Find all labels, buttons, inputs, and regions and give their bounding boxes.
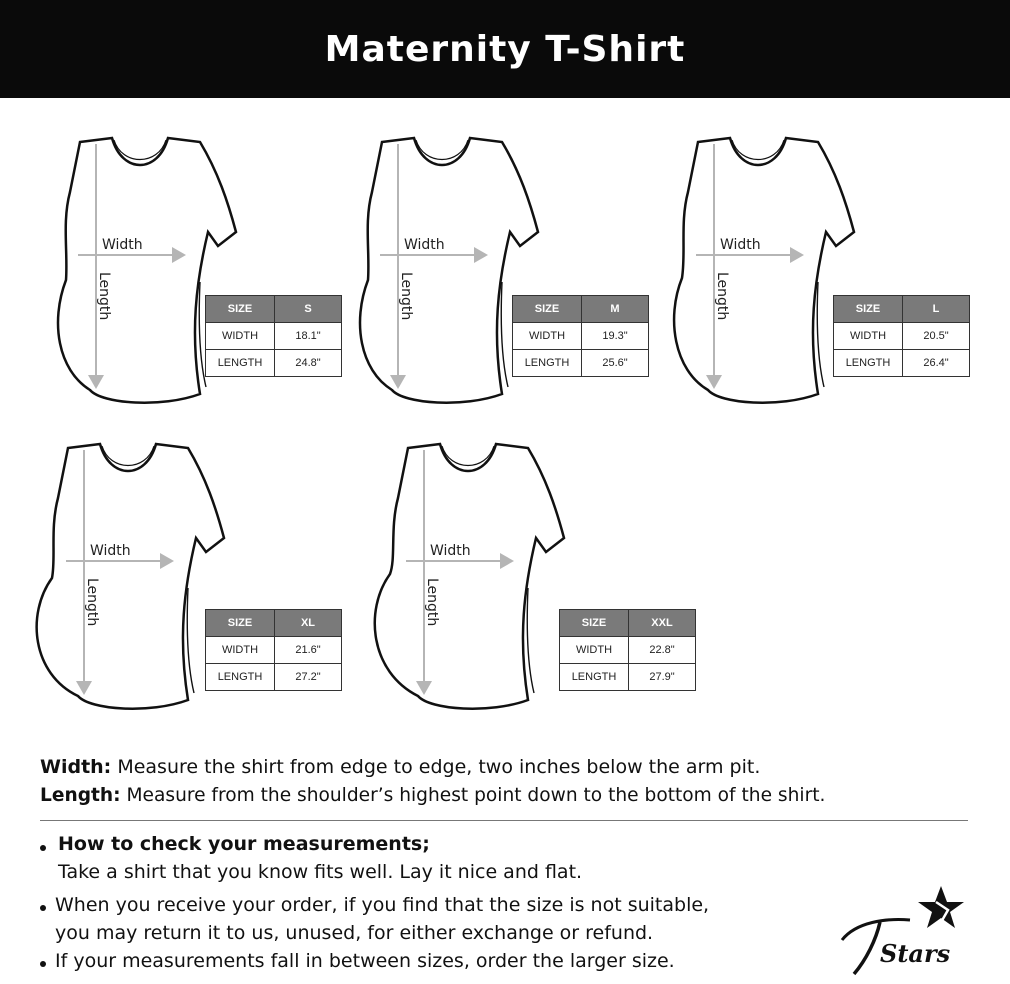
width-header: WIDTH: [206, 323, 275, 350]
length-label: Length: [714, 272, 730, 321]
svg-text:Stars: Stars: [880, 939, 951, 968]
bullet-icon: [40, 905, 46, 911]
width-header: WIDTH: [560, 637, 629, 664]
width-label: Width: [430, 543, 471, 559]
length-header: LENGTH: [206, 350, 275, 377]
length-description: Measure from the shoulder’s highest point down to the bottom of the shirt.: [126, 785, 826, 806]
length-label: Length: [96, 272, 112, 321]
length-value: 25.6": [582, 350, 649, 377]
brand-logo: [836, 880, 976, 980]
width-value: 20.5": [903, 323, 970, 350]
width-value: 19.3": [582, 323, 649, 350]
width-header: WIDTH: [206, 637, 275, 664]
width-description: Measure the shirt from edge to edge, two inches below the arm pit.: [117, 756, 761, 778]
how-title: How to check your measurements;: [58, 833, 430, 855]
width-value: 18.1": [275, 323, 342, 350]
size-table-m: [512, 295, 649, 377]
size-table-s: [205, 295, 342, 377]
width-definition: [40, 756, 760, 778]
length-definition: [40, 785, 825, 806]
length-value: 26.4": [903, 350, 970, 377]
size-header: SIZE: [560, 610, 629, 637]
shirt-diagram-xxl: [378, 438, 578, 718]
size-header: SIZE: [834, 296, 903, 323]
divider: [40, 820, 968, 821]
page-title: Maternity T-Shirt: [324, 28, 686, 70]
size-value: S: [275, 296, 342, 323]
length-header: LENGTH: [560, 664, 629, 691]
length-label: Length: [84, 578, 100, 627]
between-sizes: If your measurements fall in between sizes, order the larger size.: [55, 950, 675, 972]
length-header: LENGTH: [206, 664, 275, 691]
length-term: Length:: [40, 785, 121, 806]
bullet-icon: [40, 961, 46, 967]
width-term: Width:: [40, 756, 112, 778]
width-label: Width: [404, 237, 445, 253]
header-banner: [0, 0, 1010, 98]
width-header: WIDTH: [834, 323, 903, 350]
length-value: 27.9": [629, 664, 696, 691]
size-value: XL: [275, 610, 342, 637]
width-value: 22.8": [629, 637, 696, 664]
size-table-xxl: [559, 609, 696, 691]
width-value: 21.6": [275, 637, 342, 664]
size-value: L: [903, 296, 970, 323]
star-icon: [918, 886, 964, 928]
return-line-2: you may return it to us, unused, for either exchange or refund.: [55, 922, 654, 944]
length-header: LENGTH: [834, 350, 903, 377]
length-value: 24.8": [275, 350, 342, 377]
size-header: SIZE: [206, 296, 275, 323]
how-text: Take a shirt that you know fits well. Lay it nice and flat.: [58, 861, 583, 883]
width-label: Width: [90, 543, 131, 559]
length-label: Length: [424, 578, 440, 627]
size-table-l: [833, 295, 970, 377]
size-header: SIZE: [206, 610, 275, 637]
size-table-xl: [205, 609, 342, 691]
length-value: 27.2": [275, 664, 342, 691]
width-header: WIDTH: [513, 323, 582, 350]
size-value: XXL: [629, 610, 696, 637]
width-label: Width: [102, 237, 143, 253]
bullet-icon: [40, 845, 46, 851]
length-header: LENGTH: [513, 350, 582, 377]
width-label: Width: [720, 237, 761, 253]
size-header: SIZE: [513, 296, 582, 323]
length-label: Length: [398, 272, 414, 321]
return-line-1: When you receive your order, if you find that the size is not suitable,: [55, 894, 710, 916]
size-value: M: [582, 296, 649, 323]
